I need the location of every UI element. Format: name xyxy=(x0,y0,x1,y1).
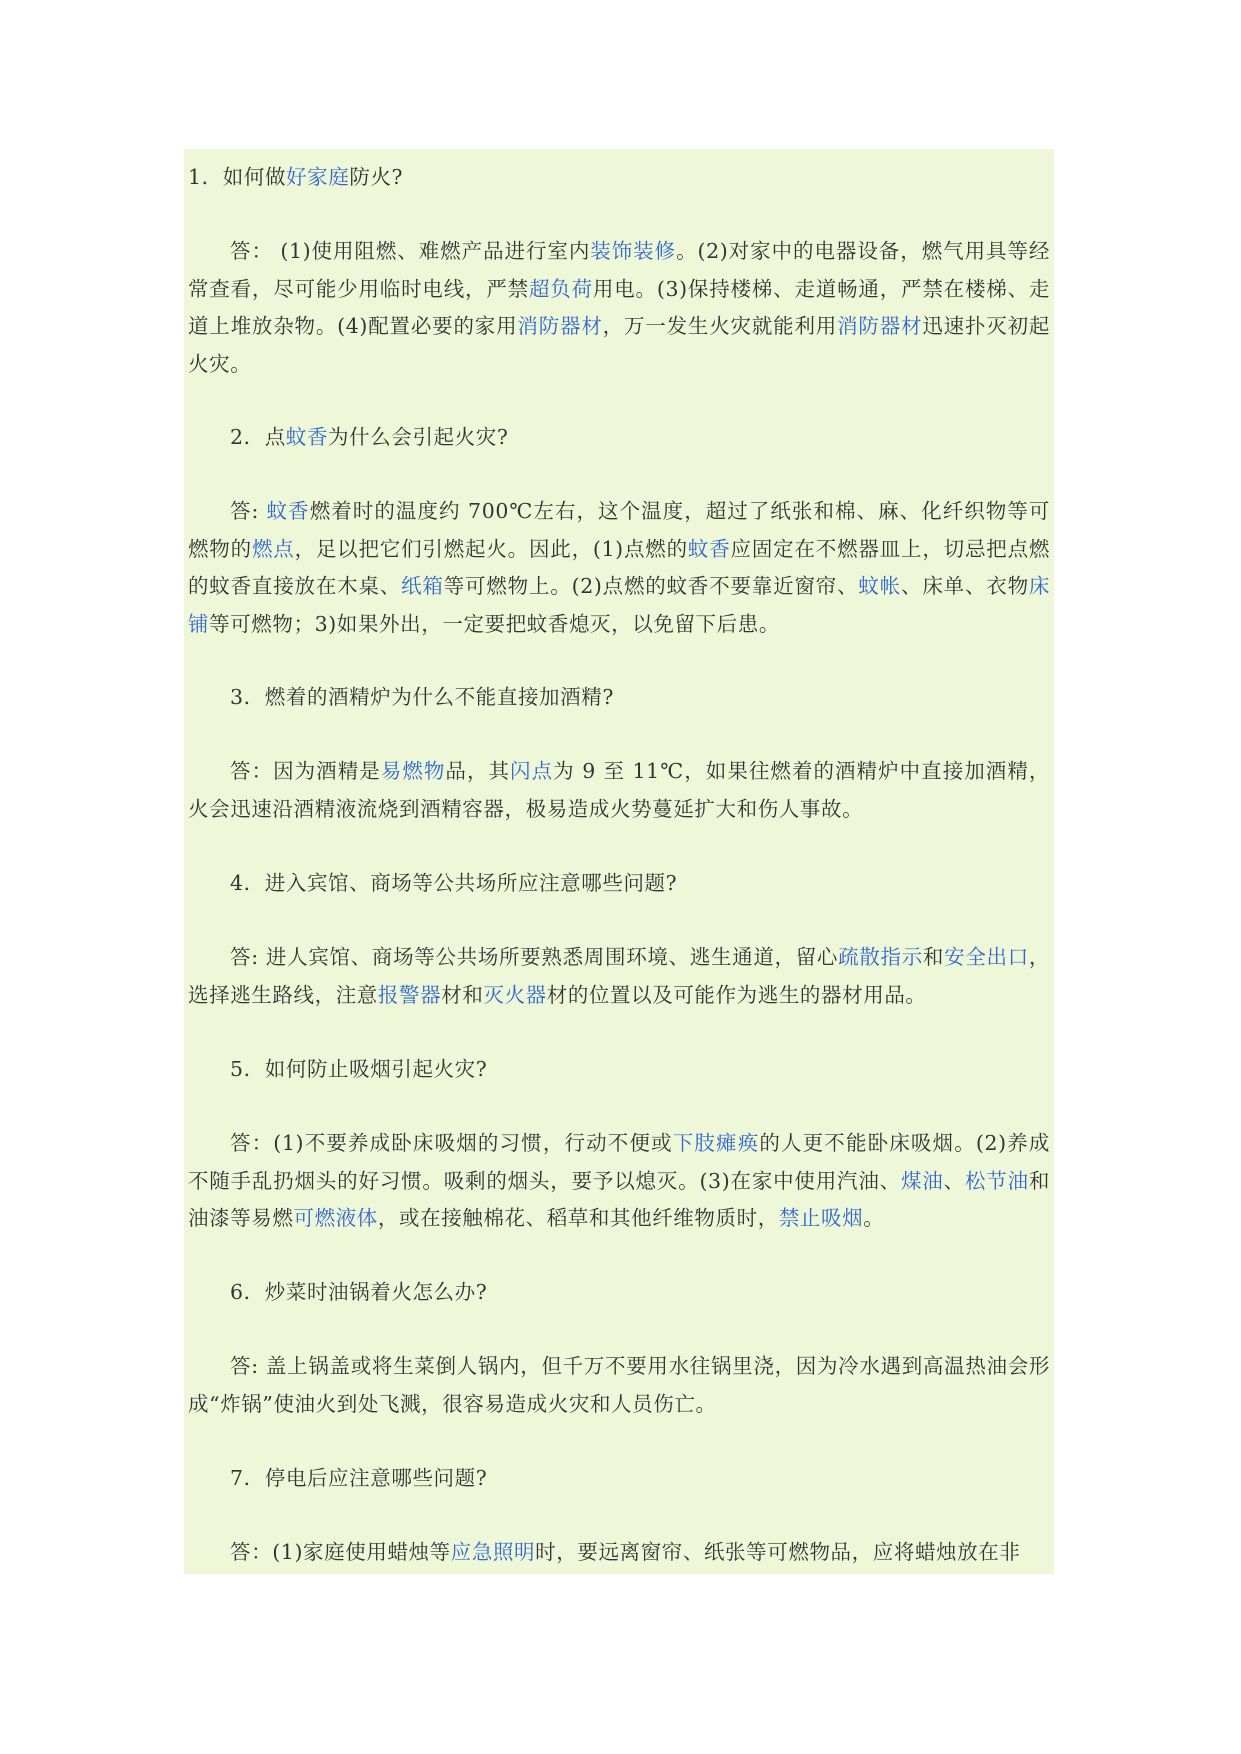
keyword-link[interactable]: 松节油 xyxy=(964,1168,1029,1193)
text-segment: ，足以把它们引燃起火。因此，(1)点燃的 xyxy=(294,536,688,561)
text-segment: 为 9 至 11℃，如果往燃着的酒精炉中直接加酒精，火会迅速沿酒精液流烧到酒精容器，极易造成火势蔓延扩大和伤人事故。 xyxy=(188,759,1050,821)
keyword-link[interactable]: 好家庭 xyxy=(286,165,350,189)
keyword-link[interactable]: 床铺 xyxy=(188,574,1051,636)
text-segment: 1．如何做 xyxy=(188,165,287,189)
text-segment: 答：(1)不要养成卧床吸烟的习惯，行动不便或 xyxy=(230,1131,673,1155)
keyword-link[interactable]: 安全出口 xyxy=(944,945,1029,969)
text-segment: 答： (1)使用阻燃、难燃产品进行室内 xyxy=(230,239,591,263)
text-segment: 6．炒菜时油锅着火怎么办? xyxy=(230,1280,488,1304)
answer-paragraph xyxy=(188,493,1050,643)
text-segment: 的人更不能卧床吸烟。(2)养成不随手乱扔烟头的好习惯。吸剩的烟头，要予以熄灭。(3)在家中使用汽油、 xyxy=(188,1131,1050,1193)
text-segment: 答: xyxy=(230,499,267,523)
text-segment: 。(2)对家中的电器设备，燃气用具等经常查看，尽可能少用临时电线，严禁 xyxy=(188,239,1051,301)
keyword-link[interactable]: 疏散指示 xyxy=(838,945,923,969)
text-segment: 答：因为酒精是 xyxy=(230,759,381,783)
text-segment: 应固定在不燃器皿上，切忌把点燃的蚊香直接放在木桌、 xyxy=(188,536,1050,598)
answer-paragraph xyxy=(188,233,1050,383)
keyword-link[interactable]: 纸箱 xyxy=(401,574,444,598)
text-segment: ，选择逃生路线，注意 xyxy=(188,945,1051,1007)
text-segment: 和油漆等易燃 xyxy=(188,1168,1050,1230)
keyword-link[interactable]: 报警器 xyxy=(377,982,442,1007)
question-heading xyxy=(188,159,1050,197)
keyword-link[interactable]: 禁止吸烟 xyxy=(778,1206,864,1230)
text-segment: 等可燃物上。(2)点燃的蚊香不要靠近窗帘、 xyxy=(443,574,859,598)
text-segment: 。 xyxy=(863,1206,885,1230)
question-heading xyxy=(188,419,1050,457)
keyword-link[interactable]: 蚊帐 xyxy=(858,574,902,598)
question-heading xyxy=(188,1460,1050,1498)
keyword-link[interactable]: 装饰装修 xyxy=(590,239,677,263)
question-heading xyxy=(188,679,1050,717)
answer-paragraph xyxy=(188,1534,1050,1572)
answer-paragraph xyxy=(188,939,1050,1014)
question-heading xyxy=(188,1051,1050,1089)
text-segment: 为什么会引起火灾? xyxy=(328,425,509,449)
text-segment: ，或在接触棉花、稻草和其他纤维物质时， xyxy=(377,1206,779,1230)
answer-paragraph xyxy=(188,753,1050,828)
keyword-link[interactable]: 闪点 xyxy=(510,759,554,783)
text-segment: 品，其 xyxy=(445,759,511,783)
text-segment: 材和 xyxy=(441,982,484,1007)
keyword-link[interactable]: 可燃液体 xyxy=(293,1206,378,1230)
text-segment: 防火? xyxy=(349,165,404,189)
text-segment: 材的位置以及可能作为逃生的器材用品。 xyxy=(546,982,927,1007)
text-segment: 时，要远离窗帘、纸张等可燃物品，应将蜡烛放在非 xyxy=(535,1540,1021,1564)
keyword-link[interactable]: 蚊香 xyxy=(687,536,731,561)
text-segment: 燃着时的温度约 700℃左右，这个温度，超过了纸张和棉、麻、化纤织物等可燃物的 xyxy=(188,499,1050,561)
text-segment: 3．燃着的酒精炉为什么不能直接加酒精? xyxy=(230,685,614,709)
text-segment: 7．停电后应注意哪些问题? xyxy=(230,1466,488,1490)
text-segment: 、 xyxy=(943,1168,965,1193)
answer-paragraph xyxy=(188,1348,1050,1423)
text-segment: 等可燃物；3)如果外出，一定要把蚊香熄灭，以免留下后患。 xyxy=(209,611,780,636)
text-segment: 5．如何防止吸烟引起火灾? xyxy=(230,1057,488,1081)
question-heading xyxy=(188,865,1050,903)
text-segment: 2．点 xyxy=(230,425,286,449)
keyword-link[interactable]: 蚊香 xyxy=(266,499,310,523)
text-segment: 迅速扑灭初起火灾。 xyxy=(188,314,1050,376)
text-segment: 、床单、衣物 xyxy=(901,574,1029,598)
text-segment: 答: 进人宾馆、商场等公共场所要熟悉周围环境、逃生通道，留心 xyxy=(230,945,839,969)
document-panel xyxy=(184,149,1054,1574)
keyword-link[interactable]: 消防器材 xyxy=(517,314,603,338)
text-segment: 答: 盖上锅盖或将生菜倒人锅内，但千万不要用水往锅里浇，因为冷水遇到高温热油会形成“炸锅”使油火到处飞溅，很容易造成火灾和人员伤亡。 xyxy=(188,1354,1050,1416)
text-segment: 和 xyxy=(922,945,945,969)
keyword-link[interactable]: 超负荷 xyxy=(528,276,593,301)
text-segment: 答：(1)家庭使用蜡烛等 xyxy=(230,1540,451,1564)
keyword-link[interactable]: 蚊香 xyxy=(285,425,329,449)
text-segment: 用电。(3)保持楼梯、走道畅通，严禁在楼梯、走道上堆放杂物。(4)配置必要的家用 xyxy=(188,276,1050,338)
keyword-link[interactable]: 易燃物 xyxy=(380,759,446,783)
keyword-link[interactable]: 灭火器 xyxy=(483,982,547,1007)
keyword-link[interactable]: 煤油 xyxy=(901,1168,944,1193)
answer-paragraph xyxy=(188,1125,1050,1238)
text-segment: 4．进入宾馆、商场等公共场所应注意哪些问题? xyxy=(230,871,678,895)
keyword-link[interactable]: 下肢瘫痪 xyxy=(672,1131,760,1155)
keyword-link[interactable]: 燃点 xyxy=(251,536,295,561)
question-heading xyxy=(188,1274,1050,1312)
keyword-link[interactable]: 消防器材 xyxy=(837,314,923,338)
text-segment: ，万一发生火灾就能利用 xyxy=(602,314,838,338)
keyword-link[interactable]: 应急照明 xyxy=(450,1540,536,1564)
